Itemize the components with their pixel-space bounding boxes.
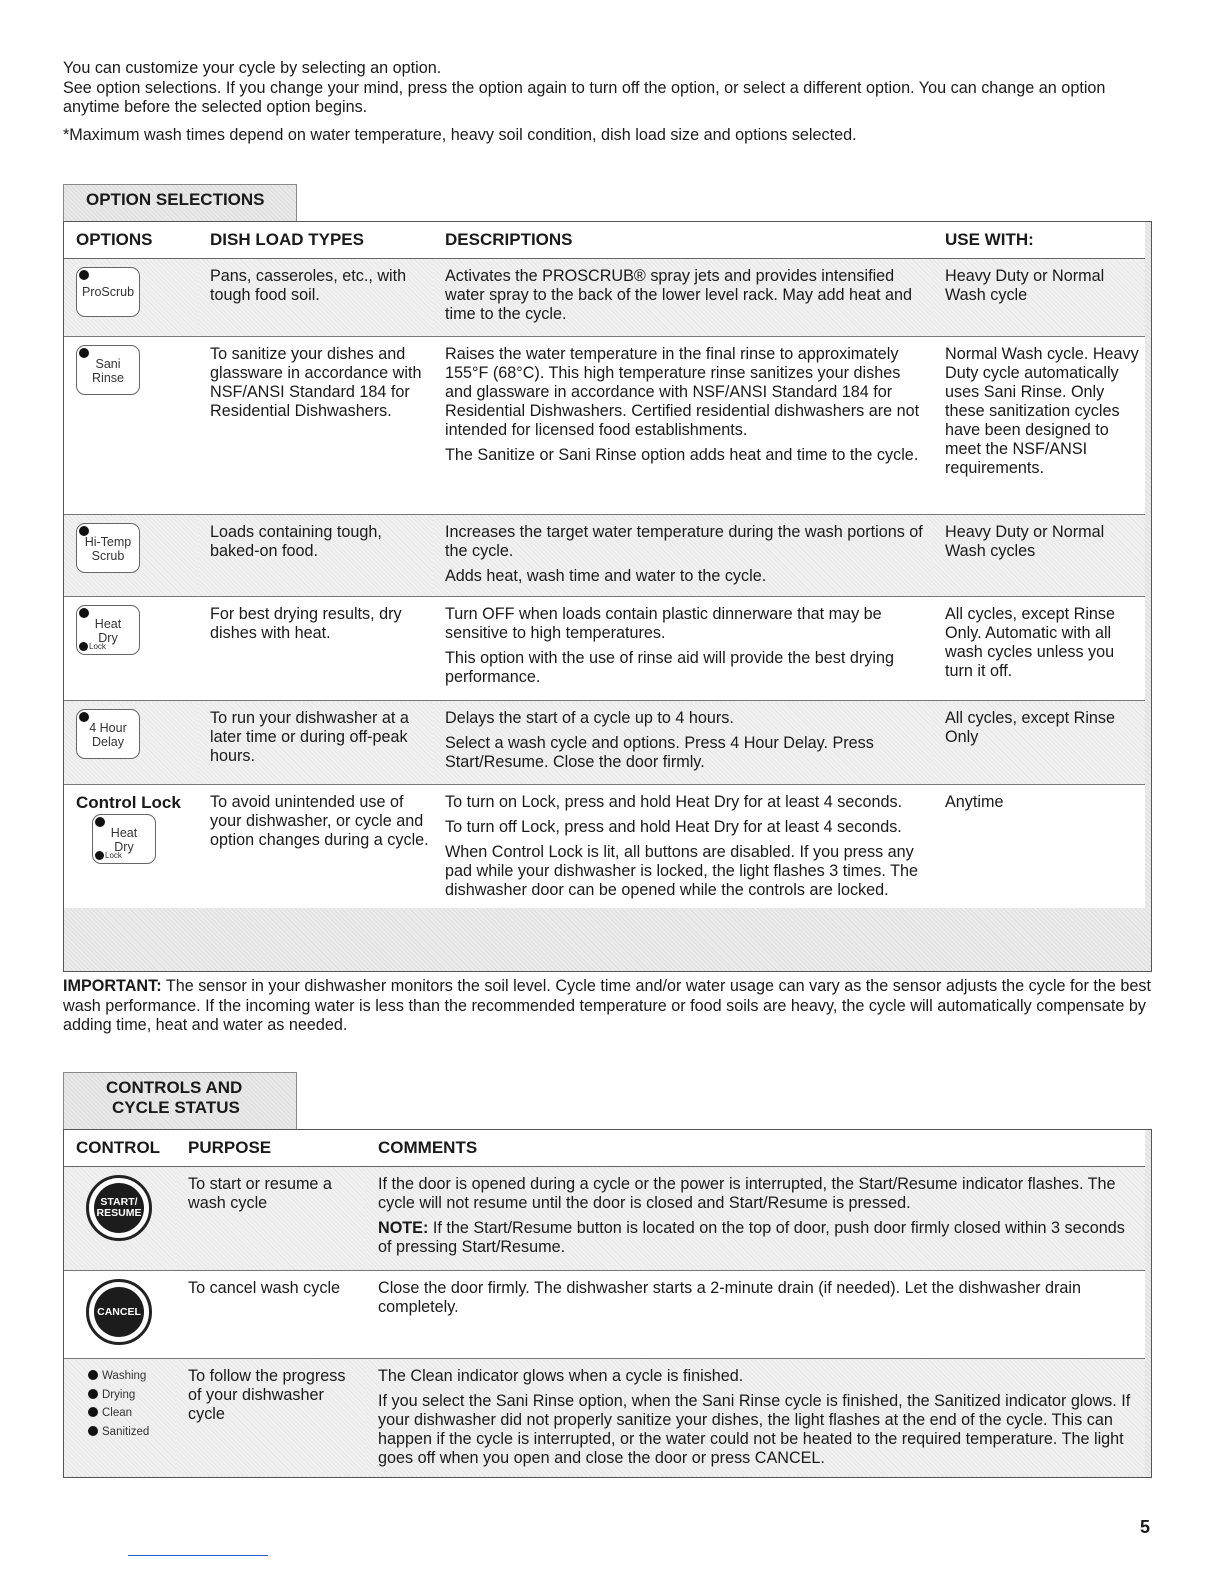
indicator-dot <box>88 1370 98 1380</box>
option-cell <box>64 259 198 337</box>
note-text: NOTE: If the Start/Resume button is located on the top of door, push door firmly closed within 3 seconds of pressing Start/Resume. <box>378 1219 1125 1256</box>
table-row <box>64 1359 1145 1477</box>
use-with-cell: Anytime <box>933 785 1145 909</box>
heat-dry-button-icon <box>76 605 140 655</box>
comment-cell: Close the door firmly. The dishwasher starts a 2-minute drain (if needed). Let the dishwasher drain completely. <box>366 1271 1145 1359</box>
option-cell <box>64 701 198 785</box>
description-text: To turn off Lock, press and hold Heat Dry for at least 4 seconds. <box>445 818 902 836</box>
delay-button-icon <box>76 709 140 759</box>
intro-line-2: See option selections. If you change your mind, press the option again to turn off the option, or select a different option. You can change an option anytime before the selected option begins. <box>63 78 1106 116</box>
table-row <box>64 701 1145 785</box>
lock-dot-icon <box>95 851 104 860</box>
page-number: 5 <box>1140 1517 1151 1537</box>
purpose-cell: To cancel wash cycle <box>176 1271 366 1359</box>
use-with-cell: All cycles, except Rinse Only. Automatic with all wash cycles unless you turn it off. <box>933 597 1145 701</box>
footer-rule <box>128 1555 268 1556</box>
table-header-row <box>64 1130 1145 1167</box>
controls-status-title <box>64 1073 296 1122</box>
description-text: To turn on Lock, press and hold Heat Dry for at least 4 seconds. <box>445 793 903 811</box>
description-text: Delays the start of a cycle up to 4 hours. <box>445 709 734 727</box>
cancel-button-icon <box>86 1279 152 1345</box>
option-selections-tab <box>63 184 297 222</box>
button-label: Sani Rinse <box>92 357 124 385</box>
use-with-cell: All cycles, except Rinse Only <box>933 701 1145 785</box>
button-label: Heat Dry <box>110 826 138 854</box>
table-header-row <box>64 222 1145 259</box>
description-text: Activates the PROSCRUB® spray jets and provides intensified water spray to the back of the lower level rack. May add heat and time to the cycle. <box>445 267 912 323</box>
description-text: Adds heat, wash time and water to the cycle. <box>445 567 767 585</box>
header-comments: COMMENTS <box>366 1130 1145 1167</box>
comment-cell <box>366 1359 1145 1477</box>
button-label: Heat Dry <box>94 617 122 645</box>
button-label: ProScrub <box>81 285 135 299</box>
start-resume-label: START/ RESUME <box>96 1196 142 1219</box>
dish-load-cell: To sanitize your dishes and glassware in accordance with NSF/ANSI Standard 184 for Residential Dishwashers. <box>198 337 433 515</box>
description-text: This option with the use of rinse aid will provide the best drying performance. <box>445 649 894 686</box>
comment-text: If you select the Sani Rinse option, when the Sani Rinse cycle is finished, the Sanitized indicator glows. If your dishwasher did not properly sanitize your dishes, the light flashes at the end of the cycle. This can happen if the cycle is interrupted, or the water could not be heated to the required temperature. The light goes off when you open and close the door or press CANCEL. <box>378 1392 1131 1467</box>
lock-dot-icon <box>79 642 88 651</box>
controls-status-table <box>63 1129 1152 1478</box>
description-text: Turn OFF when loads contain plastic dinnerware that may be sensitive to high temperatures. <box>445 605 882 642</box>
lock-indicator: Lock <box>95 851 122 860</box>
proscrub-button-icon <box>76 267 140 317</box>
dish-load-cell: To run your dishwasher at a later time or during off-peak hours. <box>198 701 433 785</box>
sani-rinse-button-icon <box>76 345 140 395</box>
description-cell <box>433 337 933 515</box>
dish-load-cell: To avoid unintended use of your dishwasher, or cycle and option changes during a cycle. <box>198 785 433 909</box>
status-sanitized: Sanitized <box>88 1423 172 1442</box>
indicator-dot <box>88 1407 98 1417</box>
intro-line-1: You can customize your cycle by selecting an option. <box>63 59 442 77</box>
control-cell <box>64 1271 176 1359</box>
description-text: The Sanitize or Sani Rinse option adds heat and time to the cycle. <box>445 446 919 464</box>
table-row <box>64 1167 1145 1271</box>
important-text: The sensor in your dishwasher monitors the soil level. Cycle time and/or water usage can vary as the sensor adjusts the cycle for the best wash performance. If the incoming water is less than the recommended temperature or food soils are heavy, the cycle will automatically compensate by adding time, heat and water as needed. <box>63 977 1152 1034</box>
control-cell <box>64 1167 176 1271</box>
comment-text: If the door is opened during a cycle or the power is interrupted, the Start/Resume indicator flashes. The cycle will not resume until the door is closed and Start/Resume is pressed. <box>378 1175 1116 1212</box>
header-control: CONTROL <box>64 1130 176 1167</box>
important-label: IMPORTANT: <box>63 977 162 995</box>
description-cell <box>433 515 933 597</box>
description-cell <box>433 597 933 701</box>
table-row <box>64 1271 1145 1359</box>
table-row <box>64 597 1145 701</box>
option-selections-title: OPTION SELECTIONS <box>86 190 265 209</box>
option-selections-table <box>63 221 1152 972</box>
header-options: OPTIONS <box>64 222 198 259</box>
cancel-label: CANCEL <box>97 1305 141 1318</box>
option-cell <box>64 785 198 909</box>
description-cell <box>433 701 933 785</box>
lock-indicator: Lock <box>79 642 106 651</box>
control-cell <box>64 1359 176 1477</box>
description-cell <box>433 785 933 909</box>
description-text: When Control Lock is lit, all buttons are disabled. If you press any pad while your dishwasher is locked, the light flashes 3 times. The dishwasher door can be opened while the controls are locked. <box>445 843 918 899</box>
start-resume-button-icon <box>86 1175 152 1241</box>
table-row <box>64 259 1145 337</box>
description-text: Select a wash cycle and options. Press 4 Hour Delay. Press Start/Resume. Close the door firmly. <box>445 734 874 771</box>
controls-status-tab <box>63 1072 297 1130</box>
table-row <box>64 785 1145 909</box>
dish-load-cell: Loads containing tough, baked-on food. <box>198 515 433 597</box>
use-with-cell: Heavy Duty or Normal Wash cycles <box>933 515 1145 597</box>
option-cell <box>64 337 198 515</box>
indicator-dot <box>79 270 89 280</box>
comment-cell <box>366 1167 1145 1271</box>
status-washing: Washing <box>88 1367 172 1386</box>
use-with-cell: Normal Wash cycle. Heavy Duty cycle automatically uses Sani Rinse. Only these sanitization cycles have been designed to meet the NSF/ANSI requirements. <box>933 337 1145 515</box>
description-text: Increases the target water temperature during the wash portions of the cycle. <box>445 523 923 560</box>
hi-temp-scrub-button-icon <box>76 523 140 573</box>
dish-load-cell: For best drying results, dry dishes with heat. <box>198 597 433 701</box>
header-purpose: PURPOSE <box>176 1130 366 1167</box>
tab-line-2: CYCLE STATUS <box>112 1098 240 1117</box>
purpose-cell: To start or resume a wash cycle <box>176 1167 366 1271</box>
dish-load-cell: Pans, casseroles, etc., with tough food soil. <box>198 259 433 337</box>
status-clean: Clean <box>88 1404 172 1423</box>
table-row <box>64 337 1145 515</box>
cycle-status-indicators <box>88 1367 172 1441</box>
description-text: Raises the water temperature in the final rinse to approximately 155°F (68°C). This high temperature rinse sanitizes your dishes and glassware in accordance with NSF/ANSI Standard 184 for Residential Dishwashers. Certified residential dishwashers are not intended for licensed food establishments. <box>445 345 920 439</box>
purpose-cell: To follow the progress of your dishwasher cycle <box>176 1359 366 1477</box>
option-cell <box>64 515 198 597</box>
option-cell <box>64 597 198 701</box>
description-cell <box>433 259 933 337</box>
table-row <box>64 515 1145 597</box>
indicator-dot <box>88 1389 98 1399</box>
comment-text: The Clean indicator glows when a cycle is finished. <box>378 1367 744 1385</box>
intro-line-3: *Maximum wash times depend on water temperature, heavy soil condition, dish load size and options selected. <box>63 125 857 144</box>
important-note <box>63 977 1158 1036</box>
intro-text <box>63 59 1163 145</box>
header-descriptions: DESCRIPTIONS <box>433 222 933 259</box>
use-with-cell: Heavy Duty or Normal Wash cycle <box>933 259 1145 337</box>
indicator-dot <box>88 1426 98 1436</box>
tab-line-1: CONTROLS AND <box>106 1078 243 1097</box>
control-lock-label: Control Lock <box>76 793 181 812</box>
button-label: 4 Hour Delay <box>89 721 127 749</box>
control-lock-button-icon <box>92 814 156 864</box>
header-dish-load-types: DISH LOAD TYPES <box>198 222 433 259</box>
button-label: Hi-Temp Scrub <box>84 535 132 563</box>
status-drying: Drying <box>88 1386 172 1405</box>
header-use-with: USE WITH: <box>933 222 1145 259</box>
